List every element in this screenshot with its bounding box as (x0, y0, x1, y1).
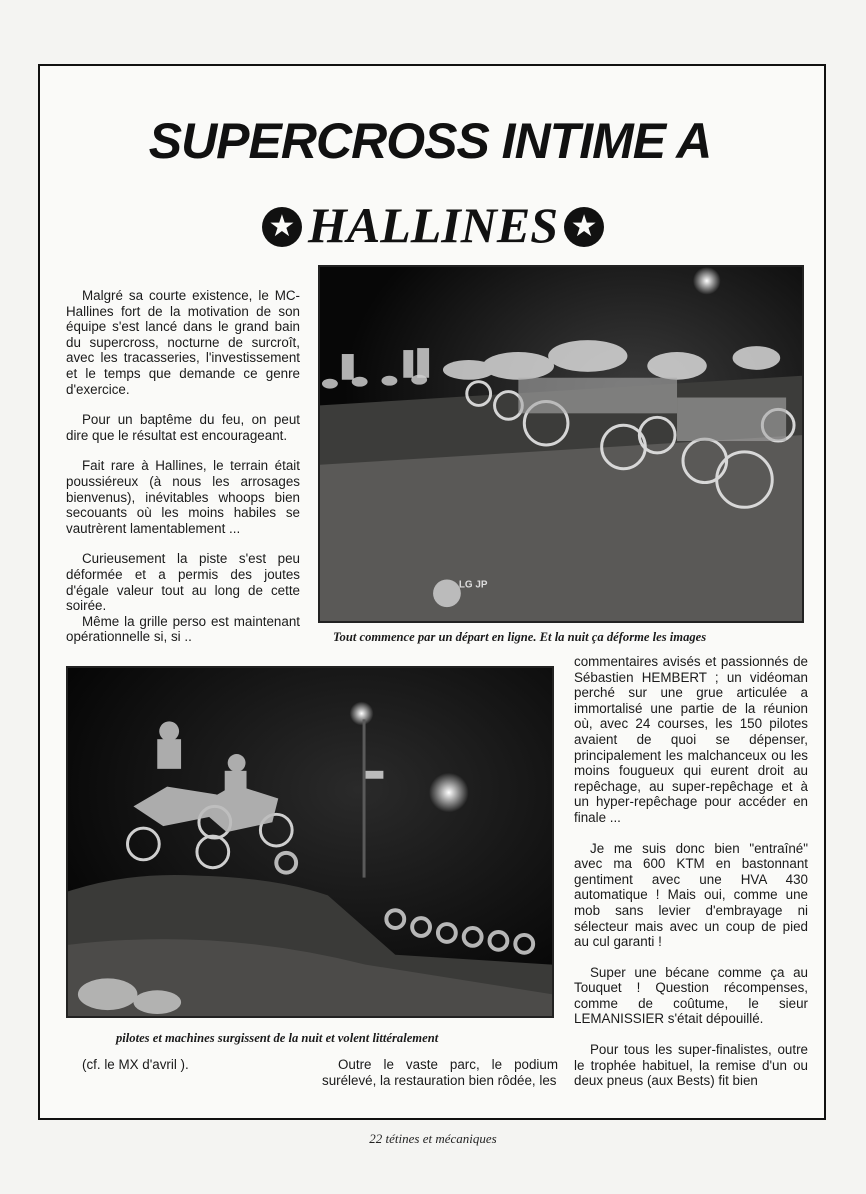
night-start-image (320, 267, 802, 621)
star-icon: ★ (262, 207, 302, 247)
paragraph: Même la grille perso est maintenant opérationnelle si, si .. (66, 613, 300, 645)
headline-line-1: SUPERCROSS INTIME A (148, 113, 712, 169)
paragraph: Curieusement la piste s'est peu déformée et a permis des joutes d'égale valeur tout au long de cette soirée. (66, 551, 300, 614)
headline-place: HALLINES (307, 197, 559, 253)
paragraph: Je me suis donc bien "entraîné" avec ma 600 KTM en bastonnant gentiment avec une HVA 430 automatique ! Mais oui, comme une mob sans levier d'embrayage ni sélecteur mais avec un coup de pied au cul garanti ! (574, 840, 808, 950)
star-icon: ★ (564, 207, 604, 247)
bottom-middle-text (322, 1057, 558, 1088)
headline-line-2 (150, 196, 716, 254)
photo-start-line (318, 265, 804, 623)
page-footer: 22 tétines et mécaniques (369, 1131, 497, 1146)
paragraph: Outre le vaste parc, le podium surélevé, la restauration bien rôdée, les (322, 1057, 558, 1088)
left-column-text (66, 288, 300, 645)
bottom-left-text: (cf. le MX d'avril ). (82, 1057, 189, 1072)
watermark-text: LG JP (458, 579, 488, 591)
paragraph: Pour un baptême du feu, on peut dire que le résultat est encourageant. (66, 412, 300, 443)
paragraph: commentaires avisés et passionnés de Sébastien HEMBERT ; un vidéoman perché sur une grue articulée a immortalisé une partie de la réunion où, avec 24 courses, les 150 pilotes avaient de quoi se dépenser, principalement les malchanceux ou les moins fougueux qui eurent droit au repêchage, au super-repêchage et à un hyper-repêchage pour accéder en finale ... (574, 654, 808, 825)
photo-top-caption: Tout commence par un départ en ligne. Et la nuit ça déforme les images (333, 630, 707, 644)
paragraph: Super une bécane comme ça au Touquet ! Question récompenses, comme de coûtume, le sieur LEMANISSIER s'était dépouillé. (574, 964, 808, 1027)
night-jump-image (68, 668, 552, 1016)
paragraph: Malgré sa courte existence, le MC-Hallines fort de la motivation de son équipe s'est lancé dans le grand bain du supercross, nocturne de surcroît, avec les tracasseries, l'investissement et le temps que demande ce genre d'exercice. (66, 288, 300, 397)
paragraph: Pour tous les super-finalistes, outre le trophée habituel, la remise d'un ou deux pneus (aux Bests) fit bien (574, 1042, 808, 1089)
photo-bottom-caption: pilotes et machines surgissent de la nuit et volent littéralement (116, 1031, 439, 1045)
photo-jump (66, 666, 554, 1018)
paragraph: Fait rare à Hallines, le terrain était poussiéreux (à nous les arrosages bienvenus), inévitables whoops bien secouants où les moins habiles se vautrèrent lamentablement ... (66, 458, 300, 536)
right-column-text (574, 654, 808, 1089)
